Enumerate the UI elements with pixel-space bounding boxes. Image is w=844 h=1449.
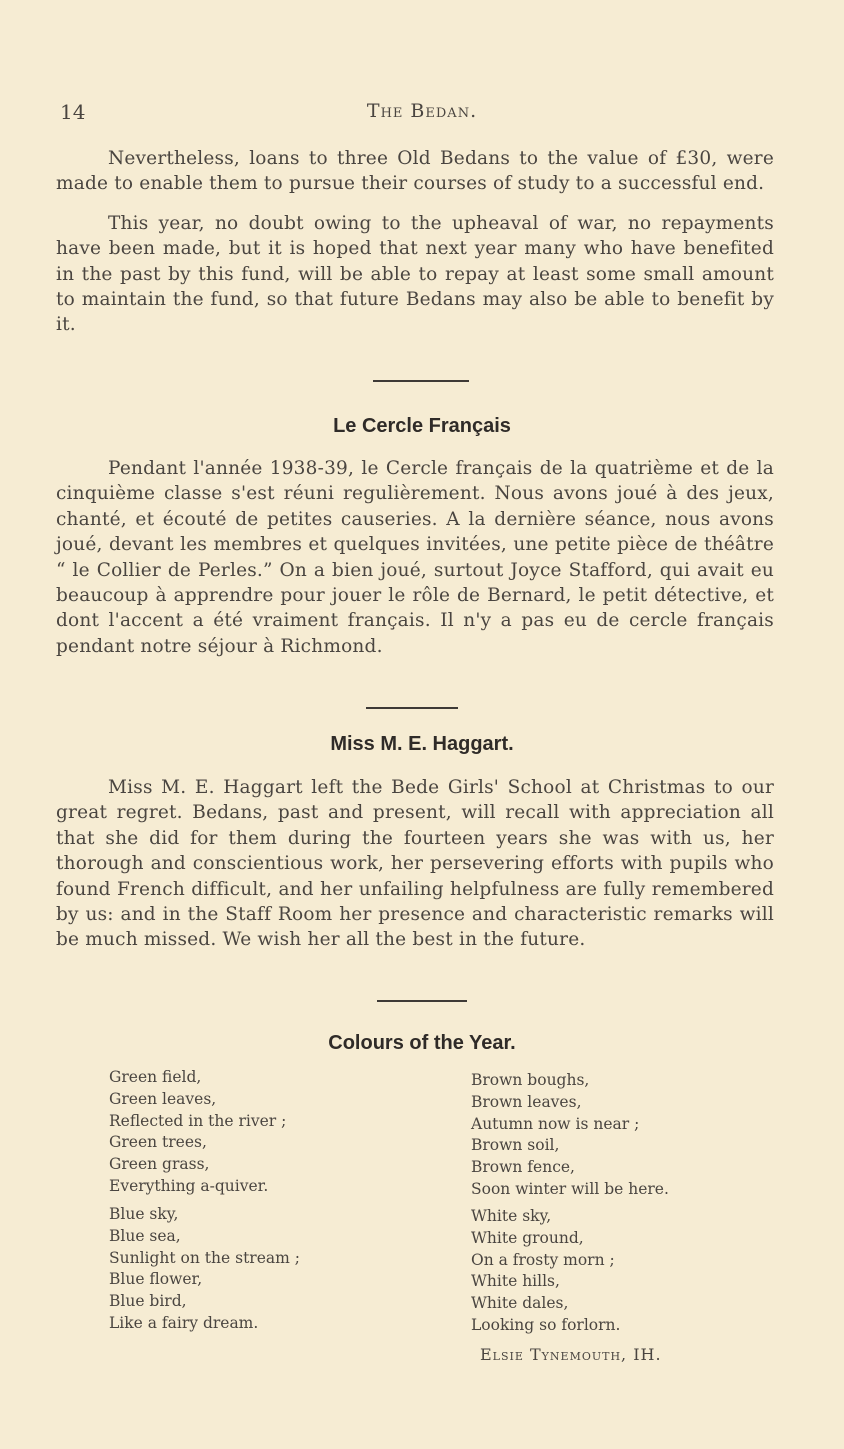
section-divider [377, 1000, 467, 1002]
poem-line: Like a fairy dream. [109, 1313, 259, 1332]
poem-line: Blue bird, [109, 1292, 187, 1311]
paragraph: This year, no doubt owing to the upheaval of war, no repayments have been made, but it is hoped that next year many who have benefited in the past by this fund, will be able to repay at least some small amount to maintain the fund, so that future Bedans may also be able to benefit by it. [56, 212, 774, 336]
haggart-text [56, 775, 774, 953]
poem-title: Colours of the Year. [328, 1032, 516, 1054]
poem-line: Reflected in the river ; [109, 1111, 287, 1130]
poem-stanza [109, 1067, 286, 1198]
running-head: The Bedan. [366, 100, 478, 122]
poem-line: Soon winter will be here. [471, 1179, 669, 1198]
section-divider [366, 707, 458, 709]
section-title-cercle: Le Cercle Français [333, 415, 511, 437]
poem-line: Brown fence, [471, 1158, 575, 1177]
poem-line: White dales, [471, 1294, 569, 1313]
poem-line: Everything a-quiver. [109, 1176, 269, 1195]
page-number: 14 [60, 100, 86, 124]
poem-line: Green trees, [109, 1133, 207, 1152]
poem-line: On a frosty morn ; [471, 1250, 615, 1269]
poem-line: Green field, [109, 1068, 202, 1086]
loan-fund-text [56, 146, 774, 338]
poem-line: Blue sea, [109, 1226, 181, 1245]
paragraph: Miss M. E. Haggart left the Bede Girls' School at Christmas to our great regret. Bedans, past and present, will recall with appreciation all that she did for them during the fourteen years she was with us, her thorough and conscientious work, her persevering efforts with pupils who found French difficult, and her unfailing helpfulness are fully remembered by us: and in the Staff Room her presence and characteristic remarks will be much missed. We wish her all the best in the future. [56, 777, 774, 951]
poem-line: Sunlight on the stream ; [109, 1248, 300, 1267]
poem-line: Looking so forlorn. [471, 1315, 621, 1334]
poem-line: Green leaves, [109, 1089, 217, 1108]
poem-line: Blue sky, [109, 1205, 179, 1223]
poem-line: Green grass, [109, 1155, 210, 1174]
paragraph: Pendant l'année 1938-39, le Cercle français de la quatrième et de la cinquième classe s'est réuni regulièrement. Nous avons joué à des jeux, chanté, et écouté de petites causeries. A la dernière séance, nous avons joué, devant les membres et quelques invitées, une petite pièce de théâtre “ le Collier de Perles.” On a bien joué, surtout Joyce Stafford, qui avait eu beaucoup à apprendre pour jouer le rôle de Bernard, le petit détective, et dont l'accent a été vraiment français. Il n'y a pas eu de cercle français pendant notre séjour à Richmond. [56, 458, 774, 657]
poem-line: Blue flower, [109, 1270, 203, 1289]
poem-stanza [109, 1204, 300, 1335]
poem-line: White ground, [471, 1228, 584, 1247]
poem-stanza [471, 1206, 620, 1337]
poem-line: White hills, [471, 1272, 560, 1291]
poem-line: Brown soil, [471, 1136, 560, 1155]
section-divider [373, 380, 469, 382]
poem-line: Brown leaves, [471, 1092, 582, 1111]
poem-line: Autumn now is near ; [471, 1114, 640, 1133]
poem-stanza [471, 1070, 669, 1201]
poem-line: Brown boughs, [471, 1071, 590, 1089]
section-title-haggart: Miss M. E. Haggart. [330, 733, 514, 755]
cercle-text [56, 456, 774, 659]
paragraph: Nevertheless, loans to three Old Bedans to the value of £30, were made to enable them to pursue their courses of study to a successful end. [56, 148, 774, 195]
poem-author: Elsie Tynemouth, IH. [480, 1345, 662, 1364]
poem-line: White sky, [471, 1207, 552, 1225]
